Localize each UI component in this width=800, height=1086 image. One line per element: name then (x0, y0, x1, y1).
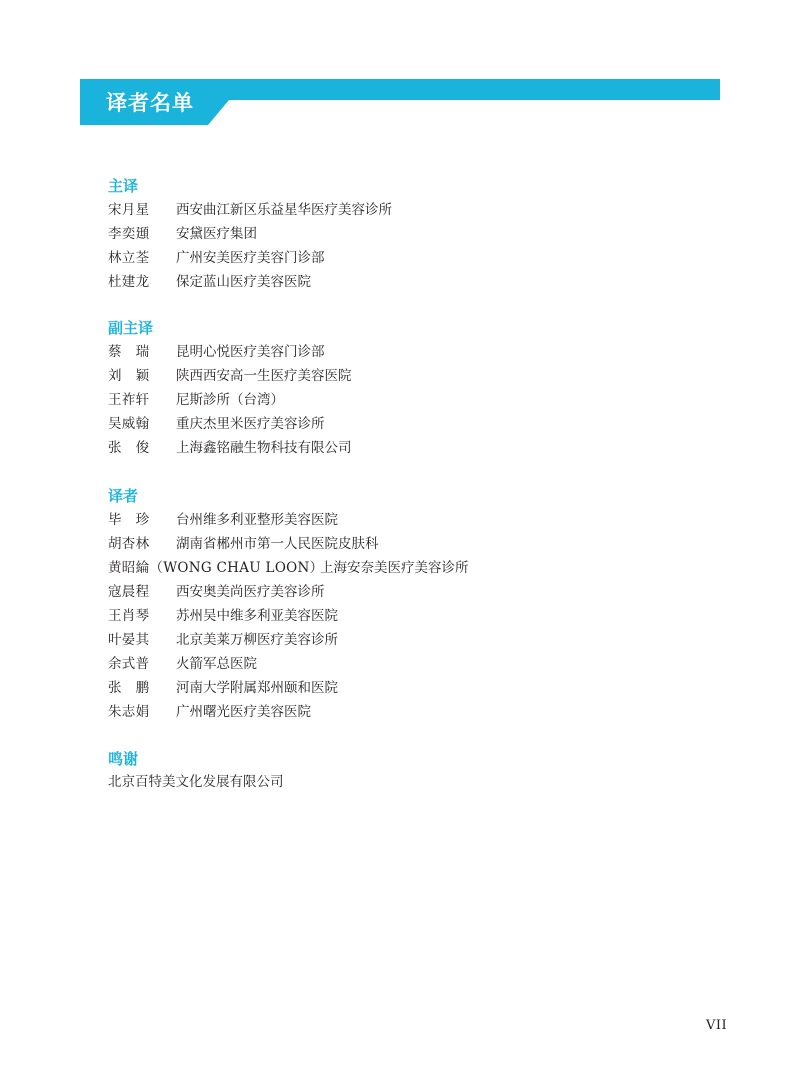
member-row (108, 508, 338, 532)
member-institution: 西安曲江新区乐益星华医疗美容诊所 (176, 202, 392, 218)
member-row (108, 604, 338, 628)
member-row (108, 580, 325, 604)
member-name: 蔡 瑞 (108, 344, 150, 360)
member-institution: 苏州吴中维多利亚美容医院 (176, 608, 338, 624)
member-institution: 火箭军总医院 (176, 656, 257, 672)
member-row (108, 556, 469, 580)
member-row (108, 532, 379, 556)
page-number: VII (706, 1018, 728, 1033)
member-row (108, 628, 338, 652)
member-name: 寇晨程 (108, 584, 150, 600)
member-name: 胡杏林 (108, 536, 150, 552)
member-name: 黄昭綸（WONG CHAU LOON） (108, 560, 324, 576)
section-heading: 主译 (108, 177, 139, 195)
member-name: 李奕頲 (108, 226, 150, 242)
section-translators (108, 486, 469, 724)
member-institution: 广州安美医疗美容门诊部 (176, 250, 325, 266)
member-institution: 昆明心悦医疗美容门诊部 (176, 344, 325, 360)
page-title: 译者名单 (106, 91, 194, 115)
member-name: 吴威翰 (108, 416, 150, 432)
member-row (108, 652, 257, 676)
member-institution: 重庆杰里米医疗美容诊所 (176, 416, 325, 432)
section-heading: 副主译 (108, 319, 154, 337)
member-institution: 保定蓝山医疗美容医院 (176, 274, 311, 290)
member-institution: 台州维多利亚整形美容医院 (176, 512, 338, 528)
section-acknowledgment (108, 749, 284, 793)
member-institution: 广州曙光医疗美容医院 (176, 704, 311, 720)
member-institution: 上海安奈美医疗美容诊所 (320, 560, 469, 576)
section-heading: 鸣谢 (108, 750, 139, 768)
member-name: 张 鹏 (108, 680, 150, 696)
member-institution: 尼斯診所（台湾） (176, 392, 284, 408)
member-institution: 西安奥美尚医疗美容诊所 (176, 584, 325, 600)
member-row (108, 436, 352, 460)
member-row (108, 222, 257, 246)
member-name: 刘 颖 (108, 368, 150, 384)
member-row (108, 700, 311, 724)
member-row (108, 412, 325, 436)
member-name: 王肖琴 (108, 608, 150, 624)
member-institution: 安黛医疗集团 (176, 226, 257, 242)
member-name: 叶晏其 (108, 632, 150, 648)
member-row (108, 676, 338, 700)
member-name: 毕 珍 (108, 512, 150, 528)
member-row (108, 270, 311, 294)
member-name: 张 俊 (108, 440, 150, 456)
member-name: 杜建龙 (108, 274, 150, 290)
member-name: 朱志娟 (108, 704, 150, 720)
member-institution: 陕西西安高一生医疗美容医院 (176, 368, 352, 384)
member-row (108, 246, 325, 270)
section-chief-translators (108, 176, 392, 294)
member-institution: 河南大学附属郑州颐和医院 (176, 680, 338, 696)
member-institution: 湖南省郴州市第一人民医院皮肤科 (176, 536, 379, 552)
member-name: 宋月星 (108, 202, 150, 218)
section-associate-translators (108, 318, 352, 460)
member-name: 王祚轩 (108, 392, 150, 408)
acknowledgment-text: 北京百特美文化发展有限公司 (108, 774, 284, 790)
member-institution: 上海鑫铭融生物科技有限公司 (176, 440, 352, 456)
member-row (108, 340, 325, 364)
member-row (108, 364, 352, 388)
member-name: 林立荃 (108, 250, 150, 266)
member-row (108, 388, 284, 412)
member-institution: 北京美莱万柳医疗美容诊所 (176, 632, 338, 648)
member-name: 余式普 (108, 656, 150, 672)
member-row (108, 198, 392, 222)
section-heading: 译者 (108, 487, 139, 505)
